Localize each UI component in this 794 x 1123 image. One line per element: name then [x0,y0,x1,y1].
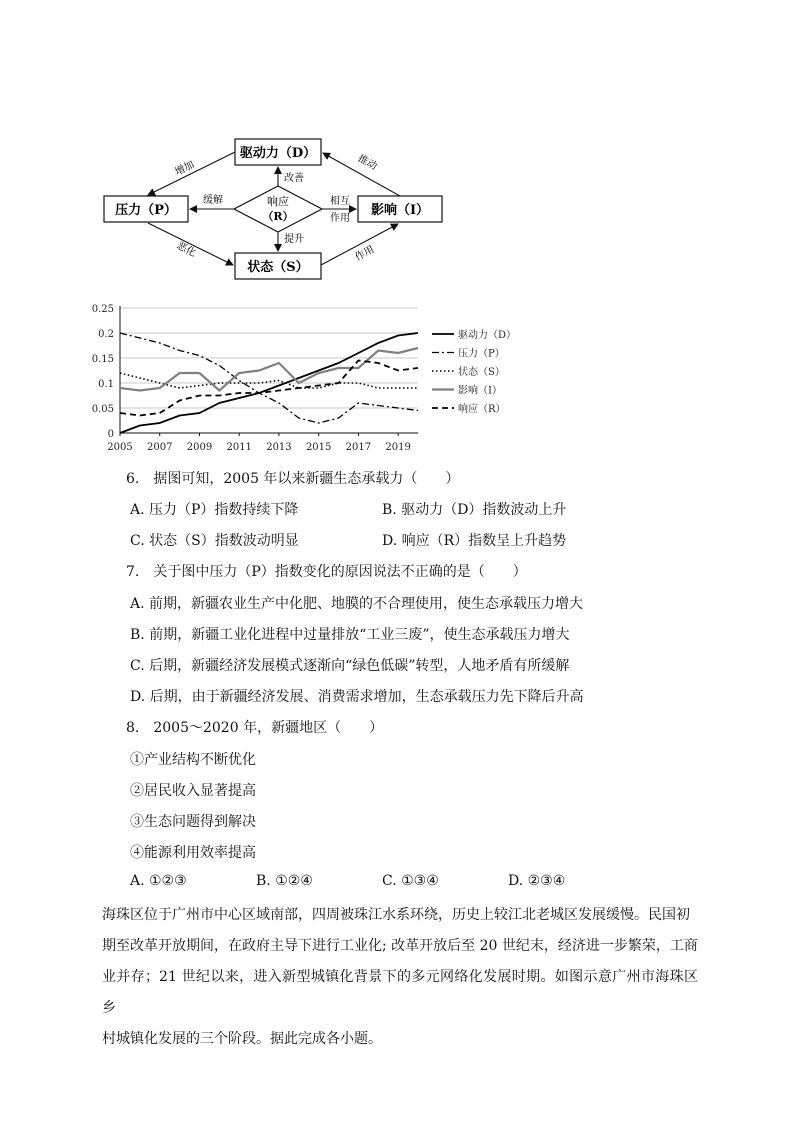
y-tick-label: 0.25 [91,304,114,315]
box-impact-label: 影响（I） [370,203,430,218]
x-tick-label: 2015 [305,442,332,453]
y-tick-label: 0.05 [91,404,114,415]
label-r-to-p: 缓解 [203,195,223,206]
y-tick-label: 0.2 [98,329,114,340]
index-line-chart [0,290,794,460]
y-tick-label: 0.15 [91,354,114,365]
label-d-to-p: 增加 [173,159,197,179]
legend-label-1: 驱动力（D） [458,330,517,341]
q8-item-1: ①产业结构不断优化 [130,752,256,768]
label-p-to-s: 恶化 [174,240,198,260]
passage-line-3: 业并存；21 世纪以来，进入新型城镇化背景下的多元网络化发展时期。如图示意广州市海珠区乡 [102,969,698,1016]
q6-option-d[interactable]: D. 响应（R）指数呈上升趋势 [382,533,567,549]
x-tick-label: 2007 [147,442,173,453]
legend-label-3: 状态（S） [458,367,505,378]
q8-item-2: ②居民收入显著提高 [130,783,256,799]
x-tick-label: 2017 [345,442,372,453]
legend-label-2: 压力（P） [458,348,505,360]
q8-option-a[interactable]: A. ①②③ [130,873,187,889]
q7-option-d[interactable]: D. 后期，由于新疆经济发展、消费需求增加，生态承载压力先下降后升高 [130,689,584,705]
box-response-label-1: 响应 [267,195,289,208]
legend-label-5: 响应（R） [458,404,506,415]
box-state-label: 状态（S） [247,260,309,275]
q6-stem: 6. 据图可知，2005 年以来新疆生态承载力（ ） [126,471,460,487]
passage-line-1: 海珠区位于广州市中心区域南部，四周被珠江水系环绕，历史上较江北老城区发展缓慢。民国初 [102,907,690,923]
legend-label-4: 影响（I） [458,385,502,397]
q8-stem: 8. 2005～2020 年，新疆地区（ ） [126,720,384,736]
reading-passage [102,900,698,1055]
q8-option-c[interactable]: C. ①③④ [382,873,439,889]
q8-option-d[interactable]: D. ②③④ [508,873,566,889]
q7-option-c[interactable]: C. 后期，新疆经济发展模式逐渐向“绿色低碳”转型，人地矛盾有所缓解 [130,658,570,674]
box-driver-label: 驱动力（D） [239,146,317,161]
y-tick-label: 0.1 [98,379,114,390]
label-r-to-i-1: 相互 [330,196,350,207]
x-tick-label: 2005 [107,442,133,453]
q6-option-c[interactable]: C. 状态（S）指数波动明显 [130,533,299,549]
label-i-to-d: 推动 [355,153,379,173]
q7-stem: 7. 关于图中压力（P）指数变化的原因说法不正确的是（ ） [126,564,527,580]
series-line-5 [120,361,418,416]
passage-line-2: 期至改革开放期间，在政府主导下进行工业化; 改革开放后至 20 世纪末，经济进一步繁荣，工商 [102,938,698,954]
box-response [234,186,322,232]
dpsir-diagram [0,0,794,290]
x-tick-label: 2011 [226,442,252,453]
box-pressure-label: 压力（P） [115,203,177,218]
arrow-p-to-s [148,223,233,265]
q6-option-b[interactable]: B. 驱动力（D）指数波动上升 [382,502,567,518]
q8-option-b[interactable]: B. ①②④ [256,873,313,889]
x-tick-label: 2009 [186,442,213,453]
x-tick-label: 2019 [385,442,411,453]
q7-option-a[interactable]: A. 前期，新疆农业生产中化肥、地膜的不合理使用，使生态承载压力增大 [130,596,584,612]
series-line-4 [120,348,418,391]
q8-item-4: ④能源利用效率提高 [130,845,256,861]
q8-item-3: ③生态问题得到解决 [130,814,256,830]
q6-option-a[interactable]: A. 压力（P）指数持续下降 [130,502,299,518]
label-r-to-d: 改善 [284,173,304,184]
box-response-label-2: （R） [262,210,294,223]
label-r-to-i-2: 作用 [330,213,350,224]
y-tick-label: 0 [107,429,114,440]
arrow-d-to-p [148,152,235,195]
q7-option-b[interactable]: B. 前期，新疆工业化进程中过量排放“工业三废”，使生态承载压力增大 [130,627,570,643]
series-line-3 [120,373,418,388]
passage-line-4: 村城镇化发展的三个阶段。据此完成各小题。 [102,1031,382,1047]
label-s-to-i: 作用 [353,244,377,264]
label-r-to-s: 提升 [284,234,304,245]
x-tick-label: 2013 [266,442,292,453]
